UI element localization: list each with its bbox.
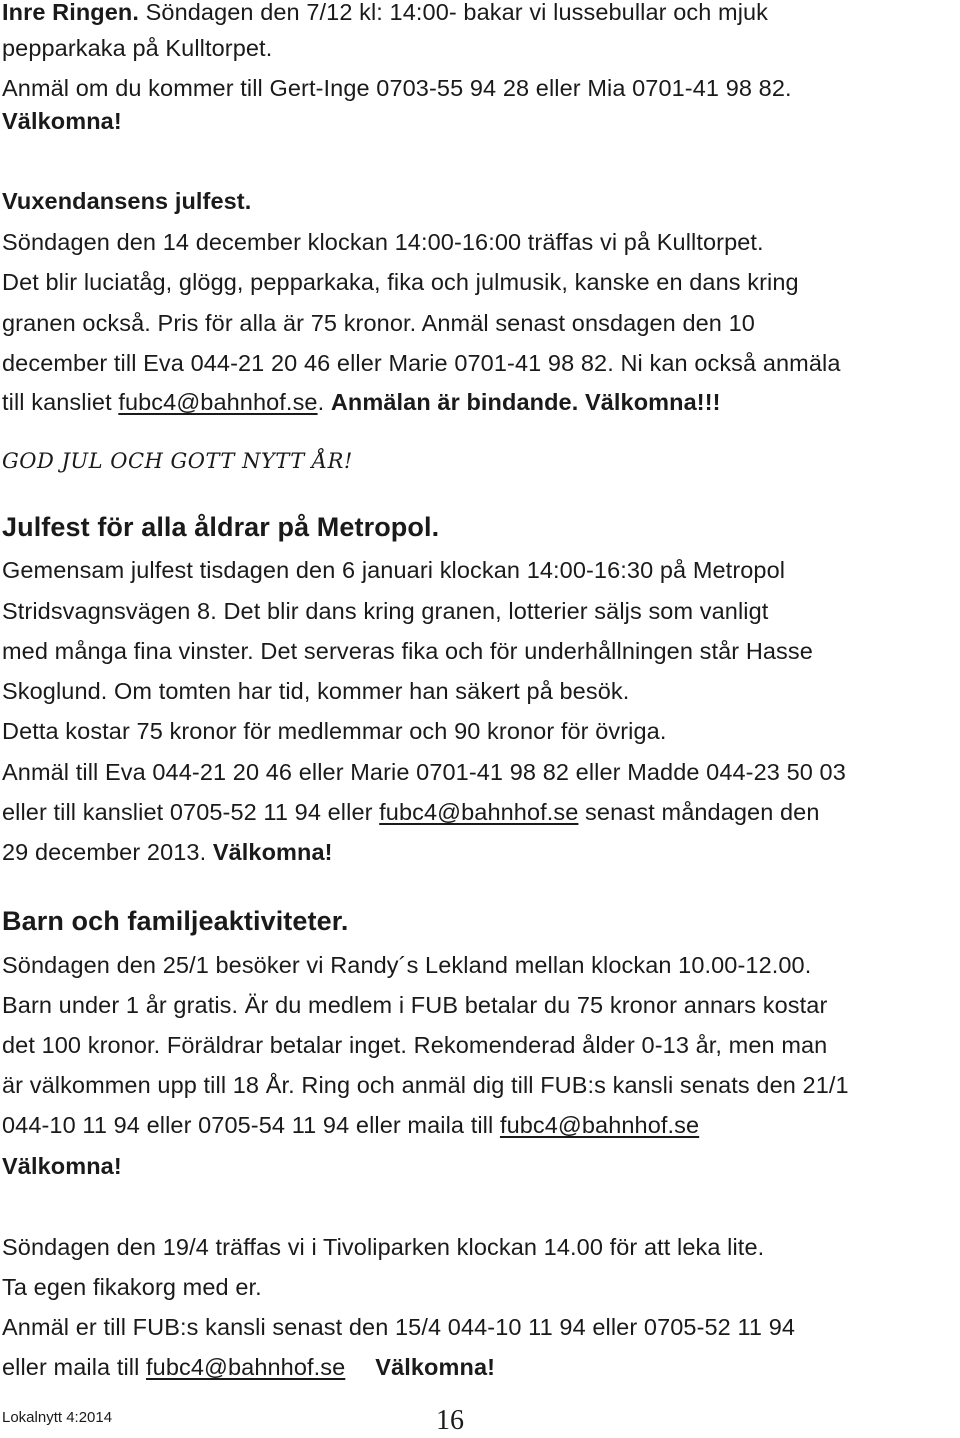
julfest-line-7-end: senast måndagen den: [578, 799, 820, 825]
julfest-title: Julfest för alla åldrar på Metropol.: [2, 512, 440, 542]
barn-line-5: [2, 1110, 699, 1140]
julfest-welcome: Välkomna!: [212, 839, 333, 865]
page-number: 16: [436, 1405, 464, 1436]
ringen-title: Inre Ringen.: [2, 0, 139, 25]
ringen-line-1: [2, 0, 768, 27]
barn-welcome: Välkomna!: [2, 1153, 122, 1179]
vuxendans-line-2: Det blir luciatåg, glögg, pepparkaka, fika och julmusik, kanske en dans kring: [2, 269, 799, 295]
julfest-line-7-text: eller till kansliet 0705-52 11 94 eller: [2, 799, 380, 825]
tivoli-line-4: [2, 1352, 495, 1382]
email-link[interactable]: fubc4@bahnhof.se: [379, 799, 579, 825]
vuxendans-sep: .: [317, 389, 331, 415]
julfest-line-5: Detta kostar 75 kronor för medlemmar och 90 kronor för övriga.: [2, 718, 667, 744]
vuxendans-line-1: Söndagen den 14 december klockan 14:00-16:00 träffas vi på Kulltorpet.: [2, 229, 764, 255]
barn-line-4: är välkommen upp till 18 År. Ring och anmäl dig till FUB:s kansli senats den 21/1: [2, 1072, 849, 1098]
julfest-line-7: [2, 797, 820, 827]
julfest-line-6: Anmäl till Eva 044-21 20 46 eller Marie 0701-41 98 82 eller Madde 044-23 50 03: [2, 759, 846, 785]
publication-name: Lokalnytt 4:2014: [2, 1409, 113, 1426]
julfest-line-8: [2, 837, 333, 867]
vuxendans-line-3: granen också. Pris för alla är 75 kronor. Anmäl senast onsdagen den 10: [2, 310, 755, 336]
barn-line-1: Söndagen den 25/1 besöker vi Randy´s Lekland mellan klockan 10.00-12.00.: [2, 952, 812, 978]
barn-line-5-text: 044-10 11 94 eller 0705-54 11 94 eller maila till: [2, 1112, 500, 1138]
tivoli-welcome: Välkomna!: [375, 1354, 496, 1380]
barn-line-2: Barn under 1 år gratis. Är du medlem i FUB betalar du 75 kronor annars kostar: [2, 992, 828, 1018]
julfest-line-4: Skoglund. Om tomten har tid, kommer han säkert på besök.: [2, 678, 630, 704]
julfest-line-3: med många fina vinster. Det serveras fika och för underhållningen står Hasse: [2, 638, 813, 664]
barn-title: Barn och familjeaktiviteter.: [2, 906, 349, 936]
julfest-line-8-text: 29 december 2013.: [2, 839, 213, 865]
ringen-line-3: Anmäl om du kommer till Gert-Inge 0703-55 94 28 eller Mia 0701-41 98 82.: [2, 75, 792, 101]
vuxendans-line-5-text: till kansliet: [2, 389, 119, 415]
tivoli-line-1: Söndagen den 19/4 träffas vi i Tivoliparken klockan 14.00 för att leka lite.: [2, 1234, 765, 1260]
barn-line-3: det 100 kronor. Föräldrar betalar inget. Rekomenderad ålder 0-13 år, men man: [2, 1032, 828, 1058]
julfest-line-2: Stridsvagnsvägen 8. Det blir dans kring granen, lotterier säljs som vanligt: [2, 598, 769, 624]
tivoli-line-3: Anmäl er till FUB:s kansli senast den 15/4 044-10 11 94 eller 0705-52 11 94: [2, 1314, 796, 1340]
email-link[interactable]: fubc4@bahnhof.se: [499, 1112, 700, 1138]
vuxendans-title: Vuxendansens julfest.: [2, 188, 252, 214]
ringen-line-2: pepparkaka på Kulltorpet.: [2, 35, 273, 61]
email-link[interactable]: fubc4@bahnhof.se: [118, 389, 318, 415]
ringen-text: Söndagen den 7/12 kl: 14:00- bakar vi lussebullar och mjuk: [139, 0, 769, 25]
vuxendans-line-4: december till Eva 044-21 20 46 eller Marie 0701-41 98 82. Ni kan också anmäla: [2, 350, 841, 376]
christmas-greeting: GOD JUL OCH GOTT NYTT ÅR!: [2, 449, 353, 473]
julfest-line-1: Gemensam julfest tisdagen den 6 januari klockan 14:00-16:30 på Metropol: [2, 557, 786, 583]
vuxendans-binding: Anmälan är bindande. Välkomna!!!: [330, 389, 721, 415]
ringen-welcome: Välkomna!: [2, 108, 122, 134]
tivoli-line-4-text: eller maila till: [2, 1354, 147, 1380]
vuxendans-line-5: [2, 387, 721, 417]
email-link[interactable]: fubc4@bahnhof.se: [146, 1354, 346, 1380]
tivoli-line-2: Ta egen fikakorg med er.: [2, 1274, 262, 1300]
